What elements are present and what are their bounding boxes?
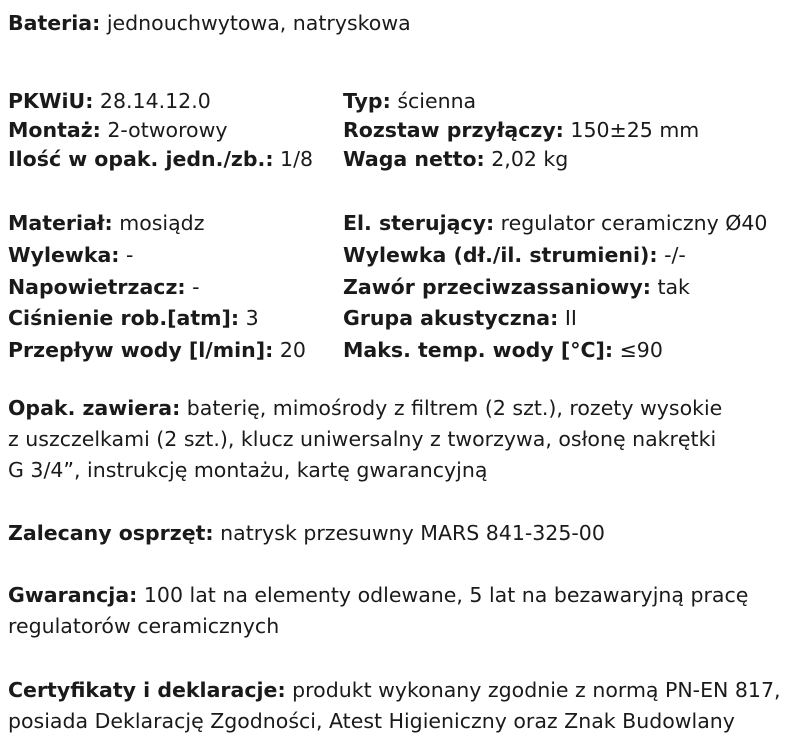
spec-material: Materiał: mosiądz — [8, 211, 205, 235]
spec-zawor: Zawór przeciwzassaniowy: tak — [343, 275, 690, 299]
spec-el-sterujacy: El. sterujący: regulator ceramiczny Ø40 — [343, 211, 768, 235]
certyfikaty-line2: posiada Deklarację Zgodności, Atest Higieniczny oraz Znak Budowlany — [8, 709, 735, 733]
spec-grupa-akustyczna: Grupa akustyczna: II — [343, 306, 577, 330]
zalecany-osprzet: Zalecany osprzęt: natrysk przesuwny MARS 841-325-00 — [8, 521, 605, 545]
spec-napowietrzacz: Napowietrzacz: - — [8, 275, 200, 299]
spec-pkwiu: PKWiU: 28.14.12.0 — [8, 89, 211, 113]
spec-typ: Typ: ścienna — [343, 89, 477, 113]
spec-przeplyw: Przepływ wody [l/min]: 20 — [8, 338, 306, 362]
certyfikaty-line1: Certyfikaty i deklaracje: produkt wykonany zgodnie z normą PN-EN 817, — [8, 678, 781, 702]
opak-line1: Opak. zawiera: baterię, mimośrody z filtrem (2 szt.), rozety wysokie — [8, 396, 723, 420]
spec-maks-temp: Maks. temp. wody [°C]: ≤90 — [343, 338, 663, 362]
spec-cisnienie: Ciśnienie rob.[atm]: 3 — [8, 306, 259, 330]
spec-bateria: Bateria: jednouchwytowa, natryskowa — [8, 11, 411, 35]
spec-wylewka-dl: Wylewka (dł./il. strumieni): -/- — [343, 243, 686, 267]
spec-ilosc: Ilość w opak. jedn./zb.: 1/8 — [8, 147, 314, 171]
spec-montaz: Montaż: 2-otworowy — [8, 118, 228, 142]
gwarancja-line2: regulatorów ceramicznych — [8, 614, 280, 638]
spec-rozstaw: Rozstaw przyłączy: 150±25 mm — [343, 118, 700, 142]
gwarancja-line1: Gwarancja: 100 lat na elementy odlewane, 5 lat na bezawaryjną pracę — [8, 583, 749, 607]
opak-line2: z uszczelkami (2 szt.), klucz uniwersalny z tworzywa, osłonę nakrętki — [8, 427, 717, 451]
opak-line3: G 3/4”, instrukcję montażu, kartę gwarancyjną — [8, 458, 488, 482]
spec-wylewka: Wylewka: - — [8, 243, 134, 267]
spec-waga: Waga netto: 2,02 kg — [343, 147, 569, 171]
